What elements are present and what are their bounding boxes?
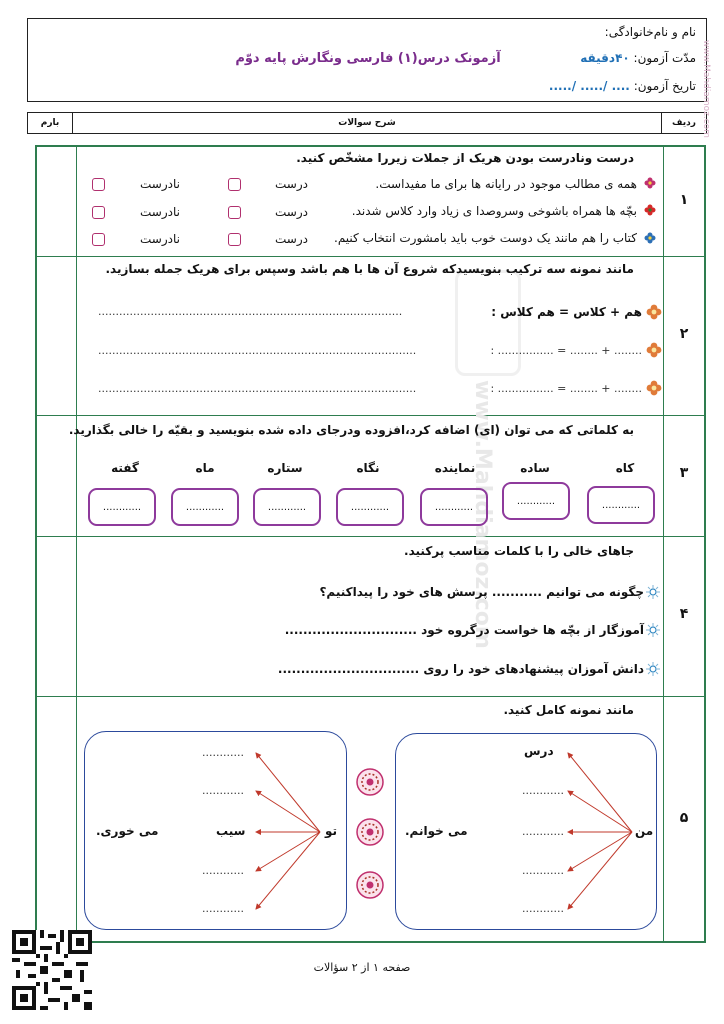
q2-compound-blank[interactable]: ........ + ........ = ................ :	[490, 344, 642, 357]
sun-icon	[646, 622, 660, 641]
duration-value: ۴۰دقیقه	[580, 51, 630, 65]
q3-word: نگاه	[356, 461, 380, 475]
q5-blank[interactable]: ............	[522, 825, 564, 838]
false-checkbox[interactable]	[92, 233, 105, 246]
q5-blank[interactable]: ............	[202, 864, 244, 877]
true-label: درست	[275, 232, 308, 246]
row-separator	[35, 256, 706, 257]
q4-item[interactable]: چگونه می توانیم ........... پرسش های خود را پیداکنیم؟	[319, 585, 644, 599]
q5-blank[interactable]: ............	[202, 784, 244, 797]
true-checkbox[interactable]	[228, 178, 241, 191]
watermark-text: www.Mahdiamoz.com	[470, 380, 495, 649]
question-number: ۴	[679, 606, 689, 622]
column-header-row	[27, 112, 707, 134]
q5-example-word: سیب	[216, 824, 246, 838]
q3-word: ساده	[520, 461, 550, 475]
example-arrows	[560, 745, 640, 920]
q3-answer-box[interactable]: ............	[587, 486, 655, 524]
row-separator	[35, 415, 706, 416]
q4-item[interactable]: دانش آموزان پیشنهادهای خود را روی ...............................	[277, 662, 644, 676]
watermark-logo	[455, 270, 521, 376]
q3-instruction: به کلماتی که می توان (ای) اضافه کرد،افزوده ودرجای داده شده بنویسید و بقیّه را خالی بگذارید.	[68, 423, 634, 437]
mandala-icon	[355, 870, 385, 904]
q5-blank[interactable]: ............	[202, 746, 244, 759]
q5-blank[interactable]: ............	[202, 902, 244, 915]
q3-answer-box[interactable]: ............	[420, 488, 488, 526]
false-checkbox[interactable]	[92, 178, 105, 191]
q2-compound-blank[interactable]: ........ + ........ = ................ :	[490, 382, 642, 395]
flower-icon	[646, 342, 662, 362]
q2-answer-line[interactable]: ...........................................................................................	[98, 382, 417, 395]
q5-instruction: مانند نمونه کامل کنید.	[503, 703, 634, 717]
page-footer: صفحه ۱ از ۲ سؤالات	[313, 961, 411, 974]
q2-answer-line[interactable]: ...........................................................................................	[98, 344, 417, 357]
q3-word: کاه	[615, 461, 635, 475]
date-label: تاریخ آزمون:	[633, 79, 696, 93]
row-separator	[35, 696, 706, 697]
q2-example: هم + کلاس = هم کلاس :	[491, 305, 642, 319]
table-divider-score	[76, 145, 77, 943]
flower-icon	[644, 201, 656, 220]
q5-example-word: درس	[524, 744, 554, 758]
q3-answer-box[interactable]: ............	[171, 488, 239, 526]
q5-blank[interactable]: ............	[522, 784, 564, 797]
side-watermark: www.Mahdiamoz.com	[701, 40, 711, 138]
question-number: ۳	[679, 465, 689, 481]
column-score: بارم	[28, 113, 73, 133]
false-label: نادرست	[140, 232, 180, 246]
true-checkbox[interactable]	[228, 233, 241, 246]
q3-answer-box[interactable]: ............	[336, 488, 404, 526]
false-label: نادرست	[140, 177, 180, 191]
flower-icon	[646, 304, 662, 324]
true-label: درست	[275, 177, 308, 191]
exam-date	[549, 79, 696, 93]
q1-item: همه ی مطالب موجود در رایانه ها برای ما مفیداست.	[375, 177, 637, 191]
q5-blank[interactable]: ............	[522, 902, 564, 915]
flower-icon	[644, 229, 656, 248]
q5-blank[interactable]: ............	[522, 864, 564, 877]
sun-icon	[646, 584, 660, 603]
duration-label: مدّت آزمون:	[633, 51, 696, 65]
mandala-icon	[355, 817, 385, 851]
question-number: ۲	[679, 326, 689, 342]
q1-instruction: درست ونادرست بودن هریک از جملات زیررا مشخّص کنید.	[296, 151, 634, 165]
q1-item: کتاب را هم مانند یک دوست خوب باید بامشورت انتخاب کنیم.	[334, 231, 637, 245]
q3-word: ستاره	[267, 461, 303, 475]
q3-word: ماه	[195, 461, 215, 475]
question-number: ۵	[679, 810, 689, 826]
q3-word: گفته	[111, 461, 139, 475]
question-number: ۱	[679, 192, 689, 208]
q4-item[interactable]: آموزگار از بچّه ها خواست درگروه خود .............................	[284, 623, 644, 637]
false-label: نادرست	[140, 205, 180, 219]
q3-answer-box[interactable]: ............	[88, 488, 156, 526]
q3-word: نماینده	[434, 461, 476, 475]
exercise-arrows	[248, 745, 328, 920]
student-name-label: نام و نام‌خانوادگی:	[604, 25, 696, 39]
exam-header	[27, 18, 707, 102]
row-separator	[35, 536, 706, 537]
flower-icon	[644, 174, 656, 193]
exam-title: آزمونک درس(۱) فارسی ونگارش پایه دوّم	[235, 51, 501, 66]
true-label: درست	[275, 205, 308, 219]
q2-answer-line[interactable]: .......................................................................................	[98, 305, 403, 318]
q3-answer-box[interactable]: ............	[253, 488, 321, 526]
q5-subject: تو	[325, 824, 338, 838]
true-checkbox[interactable]	[228, 206, 241, 219]
q2-instruction: مانند نمونه سه ترکیب بنویسیدکه شروع آن ها با هم باشد وسپس برای هریک جمله بسازید.	[105, 262, 634, 276]
q5-subject: من	[635, 824, 654, 838]
q5-verb: می خوانم.	[405, 824, 468, 838]
false-checkbox[interactable]	[92, 206, 105, 219]
column-row-number: ردیف	[661, 113, 706, 133]
flower-icon	[646, 380, 662, 400]
q3-answer-box[interactable]: ............	[502, 482, 570, 520]
sun-icon	[646, 661, 660, 680]
q1-item: بچّه ها همراه باشوخی وسروصدا ی زیاد وارد کلاس شدند.	[351, 204, 637, 218]
mandala-icon	[355, 767, 385, 801]
column-description: شرح سوالات	[338, 118, 396, 128]
q5-verb: می خوری.	[96, 824, 159, 838]
q4-instruction: جاهای خالی را با کلمات مناسب پرکنید.	[404, 544, 634, 558]
date-value: .... /..... /.....	[548, 79, 630, 93]
